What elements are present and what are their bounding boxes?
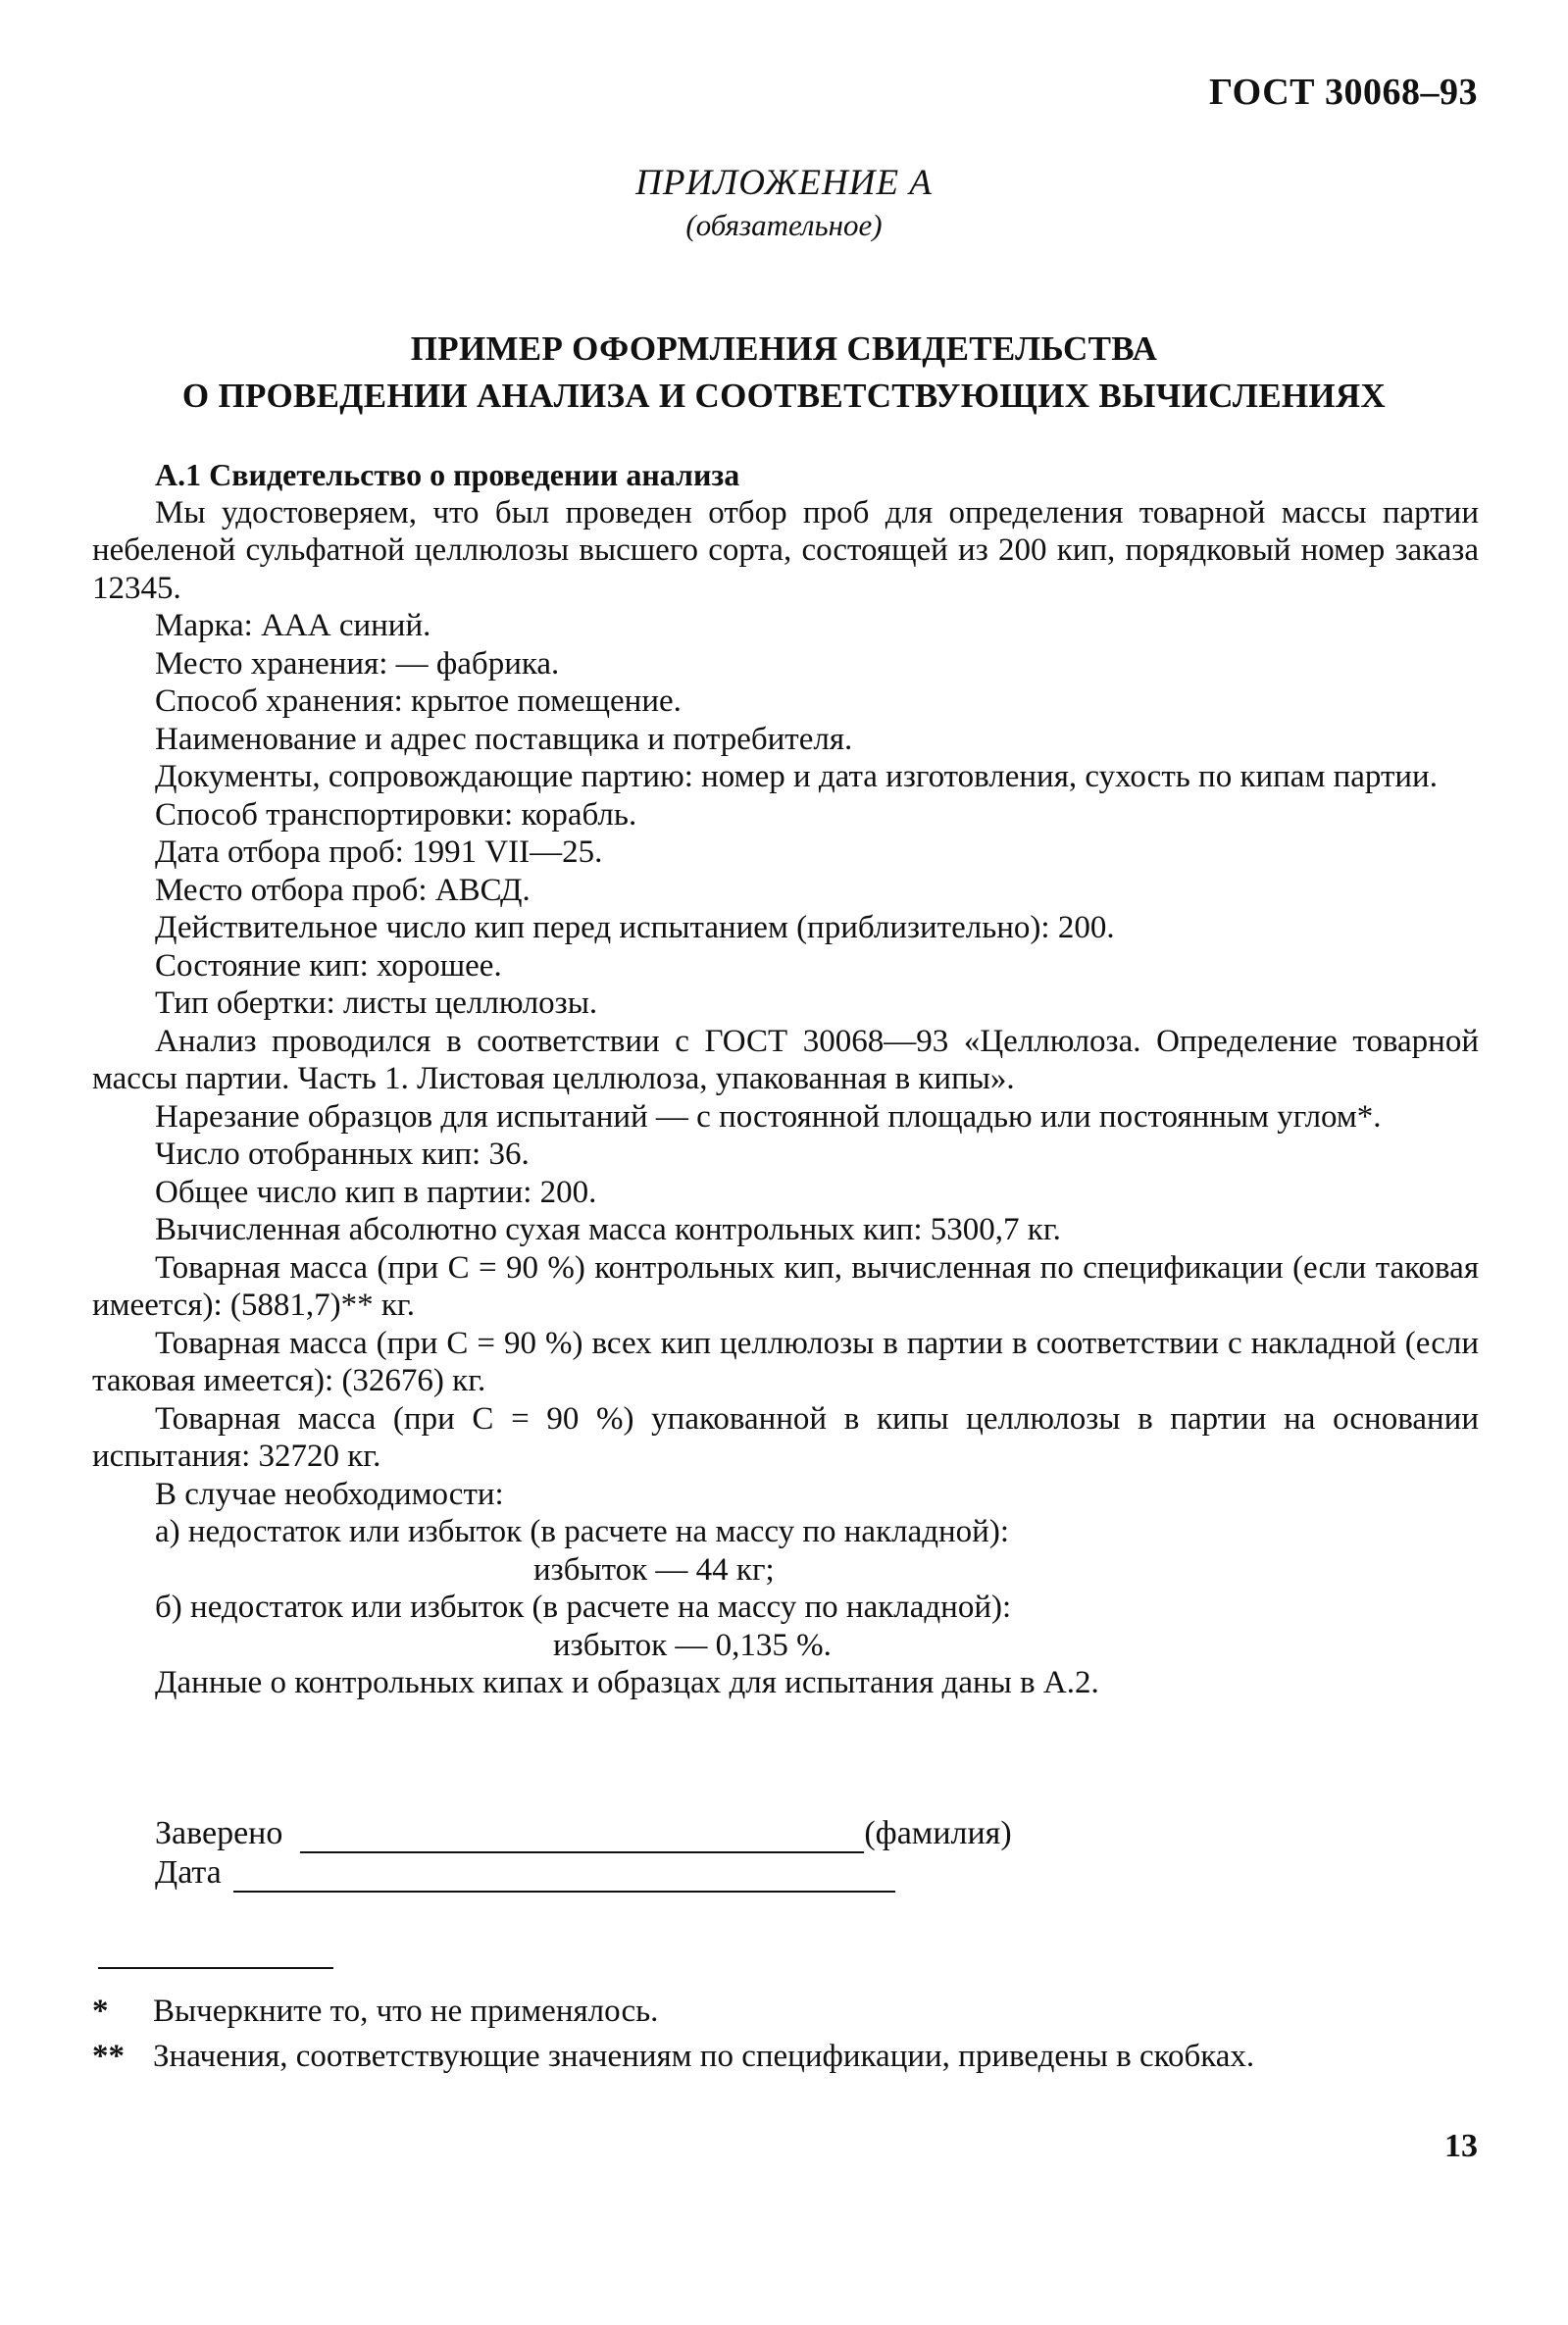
date-row	[155, 1853, 1012, 1893]
certified-row	[155, 1814, 1012, 1853]
paragraph: Вычисленная абсолютно сухая масса контрольных кип: 5300,7 кг.	[155, 1212, 1061, 1247]
appendix-title: ПРИЛОЖЕНИЕ А	[635, 163, 933, 203]
surname-label: (фамилия)	[864, 1815, 1012, 1851]
certified-signature-line	[300, 1822, 864, 1853]
footnote-mark: **	[92, 2039, 125, 2074]
paragraph: Число отобранных кип: 36.	[155, 1137, 530, 1172]
certified-label: Заверено	[155, 1815, 283, 1851]
paragraph: Тип обертки: листы целлюлозы.	[155, 986, 598, 1021]
footnote-divider	[98, 1967, 333, 1969]
appendix-label	[0, 162, 1568, 243]
paragraph: а) недостаток или избыток (в расчете на массу по накладной):	[155, 1514, 1009, 1549]
footnote-mark: *	[92, 1994, 109, 2029]
paragraph: Дата отбора проб: 1991 VII—25.	[155, 834, 603, 870]
document-title-line-1: ПРИМЕР ОФОРМЛЕНИЯ СВИДЕТЕЛЬСТВА	[410, 329, 1158, 368]
paragraph: Состояние кип: хорошее.	[155, 947, 502, 984]
paragraph: Действительное число кип перед испытанием (приблизительно): 200.	[155, 910, 1115, 945]
date-label: Дата	[155, 1854, 222, 1891]
paragraph: Мы удостоверяем, что был проведен отбор проб для определения товарной массы партии небеленой сульфатной целлюлозы высшего сорта, состоящей из 200 кип, порядковый номер заказа 12345.	[92, 494, 1479, 606]
footnote-text: Вычеркните то, что не применялось.	[153, 1994, 659, 2029]
footnotes	[92, 1989, 1485, 2079]
paragraph: Общее число кип в партии: 200.	[155, 1174, 597, 1210]
standard-number: ГОСТ 30068–93	[1208, 72, 1478, 113]
paragraph: Товарная масса (при C = 90 %) контрольных кип, вычисленная по спецификации (если таковая имеется): (5881,7)** кг.	[92, 1249, 1479, 1323]
paragraph: Товарная масса (при C = 90 %) упакованной в кипы целлюлозы в партии на основании испытания: 32720 кг.	[92, 1400, 1479, 1474]
paragraph: б) недостаток или избыток (в расчете на массу по накладной):	[155, 1590, 1012, 1625]
signature-block	[155, 1814, 1012, 1893]
document-title	[0, 326, 1568, 420]
paragraph: Анализ проводился в соответствии с ГОСТ 30068—93 «Целлюлоза. Определение товарной массы партии. Часть 1. Листовая целлюлоза, упакованная в кипы».	[92, 1023, 1479, 1096]
section-heading: А.1 Свидетельство о проведении анализа	[155, 457, 740, 492]
paragraph: Способ хранения: крытое помещение.	[155, 683, 682, 719]
paragraph: Товарная масса (при C = 90 %) всех кип целлюлозы в партии в соответствии с накладной (если таковая имеется): (32676) кг.	[92, 1325, 1479, 1398]
certificate-body	[92, 456, 1479, 1702]
paragraph: Место хранения: — фабрика.	[155, 645, 560, 682]
paragraph: Наименование и адрес поставщика и потребителя.	[155, 721, 853, 757]
page-number: 13	[1444, 2128, 1478, 2164]
footnote	[92, 2034, 1485, 2079]
paragraph: В случае необходимости:	[155, 1476, 504, 1512]
excess-b-value: избыток — 0,135 %.	[553, 1627, 832, 1663]
paragraph: Место отбора проб: АВСД.	[155, 872, 531, 908]
footnote-text: Значения, соответствующие значениям по спецификации, приведены в скобках.	[153, 2039, 1255, 2074]
paragraph: Данные о контрольных кипах и образцах для испытания даны в А.2.	[155, 1665, 1099, 1700]
paragraph: Марка: ААА синий.	[155, 608, 431, 643]
excess-a-value: избыток — 44 кг;	[533, 1551, 775, 1588]
footnote	[92, 1989, 1485, 2034]
document-title-line-2: О ПРОВЕДЕНИИ АНАЛИЗА И СООТВЕТСТВУЮЩИХ ВЫЧИСЛЕНИЯХ	[181, 377, 1387, 415]
paragraph: Способ транспортировки: корабль.	[155, 796, 637, 833]
paragraph: Нарезание образцов для испытаний — с постоянной площадью или постоянным углом*.	[155, 1098, 1382, 1135]
date-line	[233, 1861, 895, 1893]
appendix-subtitle: (обязательное)	[685, 208, 883, 242]
paragraph: Документы, сопровождающие партию: номер и дата изготовления, сухость по кипам партии.	[155, 759, 1438, 794]
